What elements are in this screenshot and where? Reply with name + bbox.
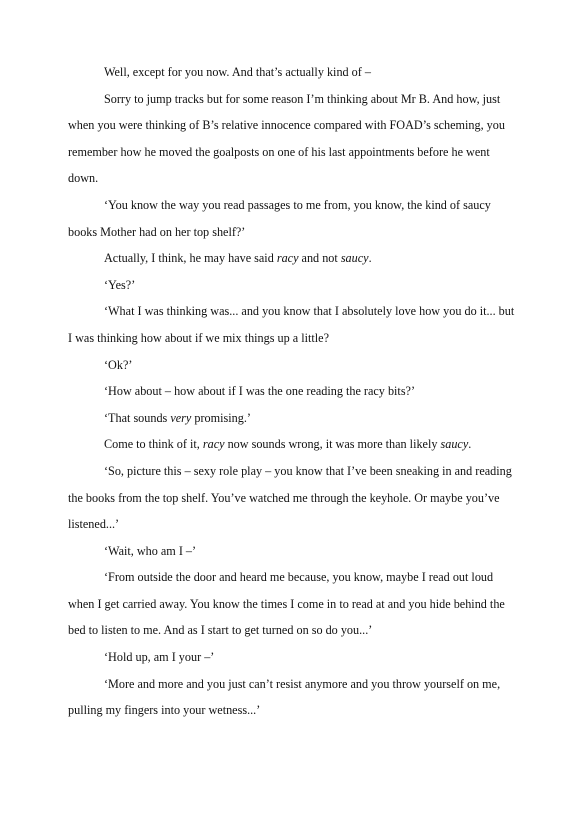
paragraph-11: ‘So, picture this – sexy role play – you know that I’ve been sneaking in and reading the books from the top shelf. You’ve watched me through the keyhole. Or maybe you’ve listened...’ [68,463,512,532]
paragraph-8: ‘How about – how about if I was the one reading the racy bits?’ [104,384,416,399]
italic-word-very: very [170,410,192,425]
paragraph-13: ‘From outside the door and heard me because, you know, maybe I read out loud when I get carried away. You know the times I come in to read at and you hide behind the bed to listen to me. And as I start to get turned on so do you...’ [68,570,505,638]
italic-word-saucy: saucy [340,251,369,266]
paragraph-9: ‘That sounds very promising.’ [104,410,251,425]
paragraph-7: ‘Ok?’ [104,357,133,372]
paragraph-12: ‘Wait, who am I –’ [104,543,197,558]
italic-word-saucy: saucy [440,437,469,452]
paragraph-10: Come to think of it, racy now sounds wrong, it was more than likely saucy. [104,437,472,452]
paragraph-15: ‘More and more and you just can’t resist anymore and you throw yourself on me, pulling my fingers into your wetness...’ [68,676,501,718]
paragraph-3: ‘You know the way you read passages to me from, you know, the kind of saucy books Mother had on her top shelf?’ [68,197,491,239]
paragraph-14: ‘Hold up, am I your –’ [104,650,215,665]
italic-word-racy: racy [276,251,299,266]
paragraph-1: Well, except for you now. And that’s actually kind of – [104,65,371,79]
paragraph-2: Sorry to jump tracks but for some reason I’m thinking about Mr B. And how, just when you were thinking of B’s relative innocence compared with FOAD’s scheming, you remember how he moved the goalposts on one of his last appointments before he went down. [68,91,505,186]
italic-word-racy: racy [202,437,225,452]
paragraph-4: Actually, I think, he may have said racy and not saucy. [104,251,372,266]
paragraph-6: ‘What I was thinking was... and you know that I absolutely love how you do it... but I was thinking how about if we mix things up a little? [68,304,515,345]
paragraph-5: ‘Yes?’ [104,277,136,292]
